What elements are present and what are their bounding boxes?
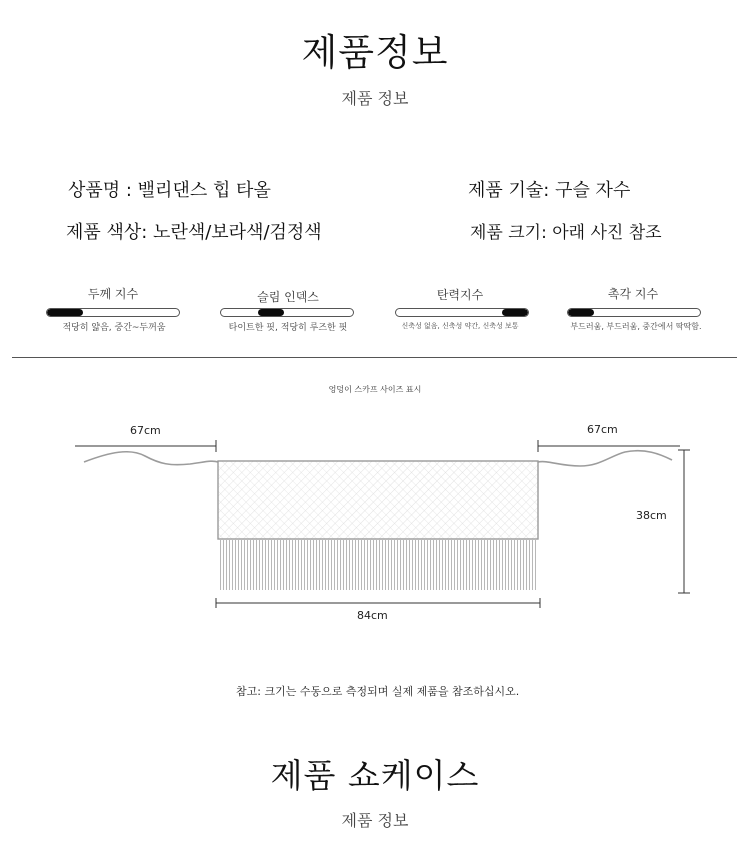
section-divider bbox=[12, 357, 737, 358]
product-name: 상품명 : 밸리댄스 힙 타올 bbox=[68, 180, 271, 201]
indicator-label: 탄력지수 bbox=[436, 288, 484, 302]
scarf-panel bbox=[218, 461, 538, 539]
indicator-fill bbox=[47, 309, 83, 316]
indicator-bar bbox=[46, 308, 180, 317]
size-note: 참고: 크기는 수동으로 측정되며 실제 제품을 참조하십시오. bbox=[236, 685, 520, 698]
indicator-label: 촉각 지수 bbox=[607, 287, 659, 301]
left-tail bbox=[84, 452, 218, 465]
section-subtitle: 제품 정보 bbox=[341, 89, 409, 108]
left-tail-length: 67cm bbox=[130, 424, 161, 437]
indicator-label: 슬림 인덱스 bbox=[257, 290, 319, 304]
scarf-fringe bbox=[218, 540, 538, 590]
showcase-subtitle: 제품 정보 bbox=[341, 811, 409, 830]
indicator-fill bbox=[258, 309, 284, 316]
scarf-width: 84cm bbox=[357, 609, 388, 622]
diagram-caption: 엉덩이 스카프 사이즈 표시 bbox=[328, 385, 422, 394]
indicator-description: 타이트한 핏, 적당히 루즈한 핏 bbox=[228, 323, 348, 333]
indicator-bar bbox=[220, 308, 354, 317]
showcase-title: 제품 쇼케이스 bbox=[270, 756, 480, 795]
scarf-height: 38cm bbox=[636, 509, 667, 522]
right-tail-length: 67cm bbox=[587, 423, 618, 436]
indicator-fill bbox=[568, 309, 594, 316]
indicator-label: 두께 지수 bbox=[87, 287, 139, 301]
product-size: 제품 크기: 아래 사진 참조 bbox=[470, 223, 662, 243]
indicator-description: 적당히 얇음, 중간~두꺼움 bbox=[62, 323, 166, 333]
indicator-fill bbox=[502, 309, 528, 316]
indicator-description: 부드러움, 부드러움, 중간에서 딱딱함. bbox=[570, 322, 702, 331]
indicator-bar bbox=[395, 308, 529, 317]
product-color: 제품 색상: 노란색/보라색/검정색 bbox=[66, 222, 322, 243]
indicator-description: 신축성 없음, 신축성 약간, 신축성 보통 bbox=[401, 322, 519, 330]
product-technique: 제품 기술: 구슬 자수 bbox=[468, 180, 631, 201]
right-tail bbox=[538, 451, 672, 466]
indicator-bar bbox=[567, 308, 701, 317]
section-title: 제품정보 bbox=[301, 31, 449, 74]
hip-scarf-diagram bbox=[0, 400, 750, 615]
